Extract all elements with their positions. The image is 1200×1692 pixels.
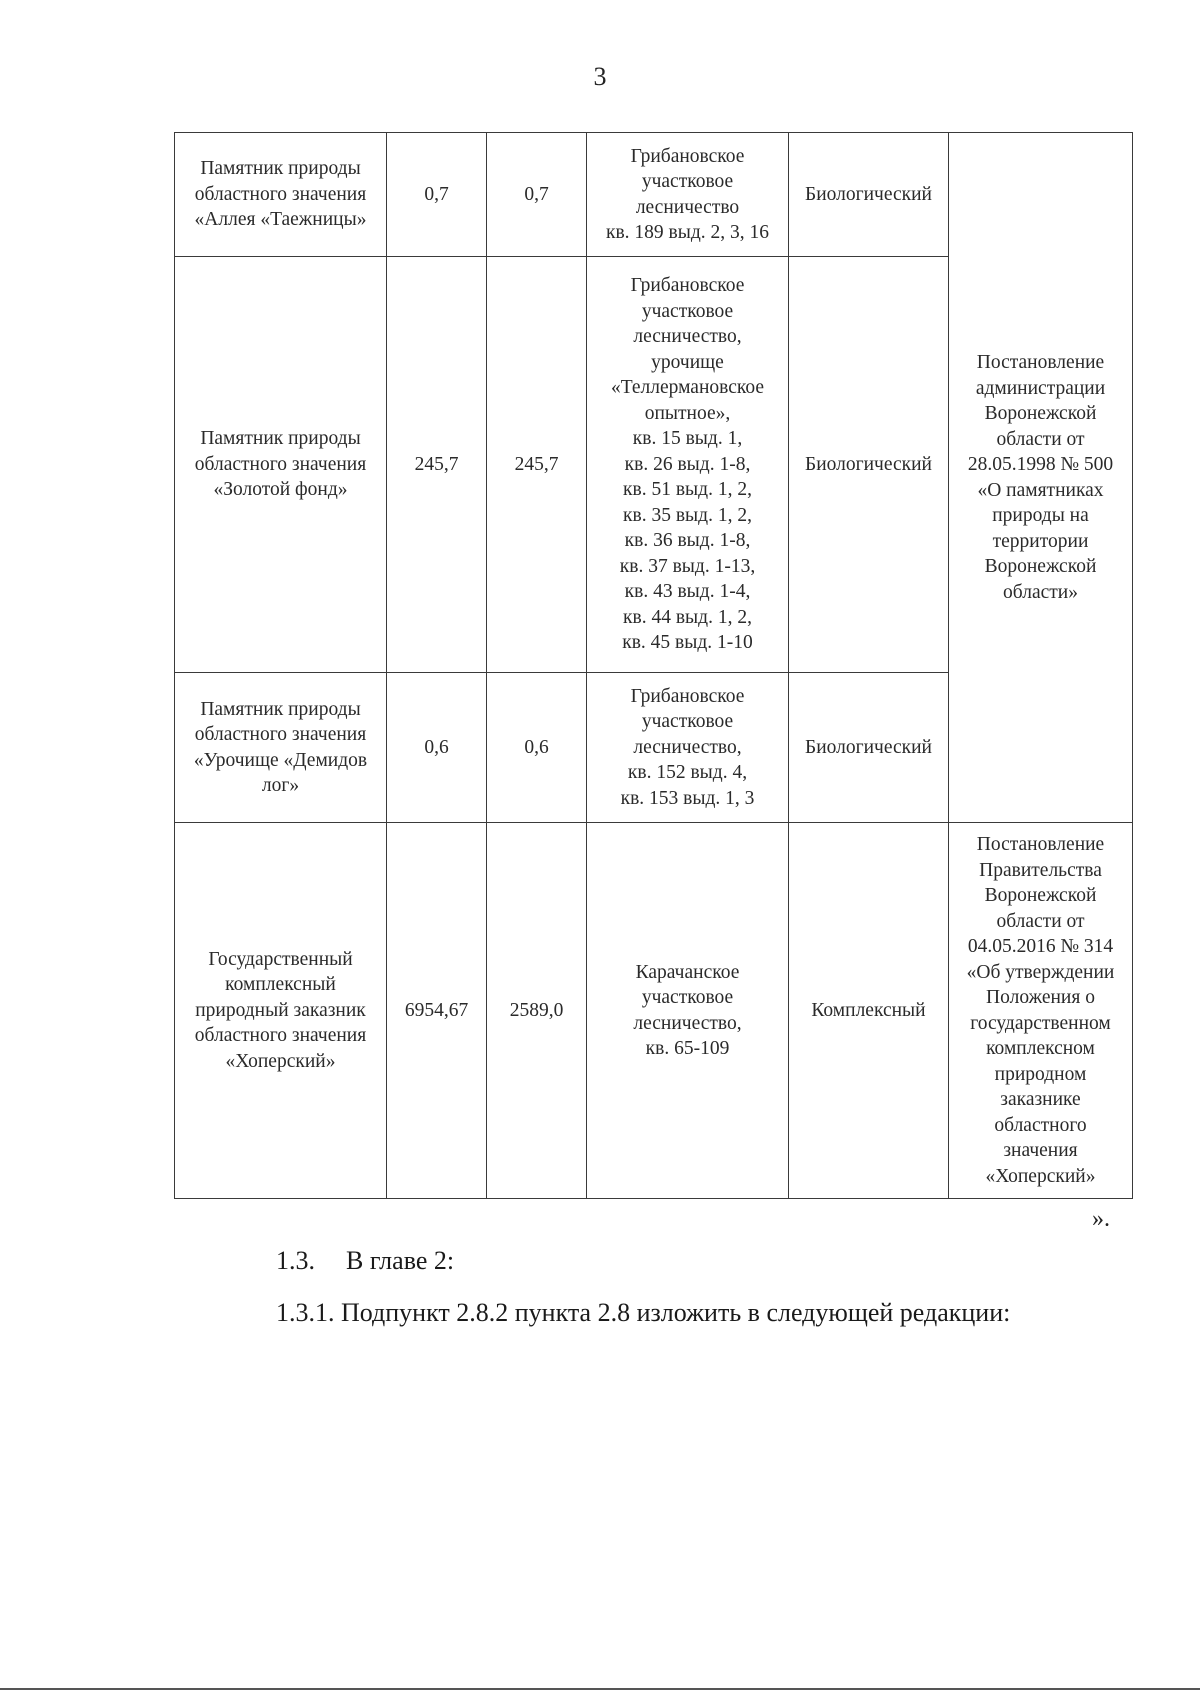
cell-area-total: 0,6 [387, 673, 487, 823]
table-row [175, 823, 1133, 1199]
paragraph-text: В главе 2: [346, 1246, 455, 1275]
cell-profile: Биологический [789, 673, 949, 823]
closing-quote: ». [1092, 1206, 1110, 1232]
cell-location: Грибановское участковое лесничество, кв. 152 выд. 4, кв. 153 выд. 1, 3 [587, 673, 789, 823]
page-number: 3 [593, 62, 607, 91]
table-row [175, 133, 1133, 257]
cell-profile: Комплексный [789, 823, 949, 1199]
cell-area-forest: 2589,0 [487, 823, 587, 1199]
cell-location: Грибановское участковое лесничество кв. 189 выд. 2, 3, 16 [587, 133, 789, 257]
cell-location: Карачанское участковое лесничество, кв. 65-109 [587, 823, 789, 1199]
cell-document: Постановление Правительства Воронежской области от 04.05.2016 № 314 «Об утверждении Положения о государственном комплексном природном заказнике областного значения «Хоперский» [949, 823, 1133, 1199]
cell-area-total: 6954,67 [387, 823, 487, 1199]
cell-area-forest: 245,7 [487, 257, 587, 673]
protected-areas-table [174, 132, 1133, 1199]
cell-profile: Биологический [789, 133, 949, 257]
cell-name: Памятник природы областного значения «Аллея «Таежницы» [175, 133, 387, 257]
cell-area-forest: 0,7 [487, 133, 587, 257]
cell-name: Памятник природы областного значения «Золотой фонд» [175, 257, 387, 673]
cell-area-forest: 0,6 [487, 673, 587, 823]
cell-location: Грибановское участковое лесничество, урочище «Теллермановское опытное», кв. 15 выд. 1, кв. 26 выд. 1-8, кв. 51 выд. 1, 2, кв. 35 выд. 1, 2, кв. 36 выд. 1-8, кв. 37 выд. 1-13, кв. 43 выд. 1-4, кв. 44 выд. 1, 2, кв. 45 выд. 1-10 [587, 257, 789, 673]
paragraph-1-3 [276, 1246, 454, 1276]
cell-area-total: 245,7 [387, 257, 487, 673]
paragraph-1-3-1: 1.3.1. Подпункт 2.8.2 пункта 2.8 изложить в следующей редакции: [276, 1298, 1011, 1327]
paragraph-number: 1.3. [276, 1246, 315, 1275]
cell-document-merged: Постановление администрации Воронежской области от 28.05.1998 № 500 «О памятниках природы на территории Воронежской области» [949, 133, 1133, 823]
scan-edge-line [0, 1688, 1200, 1690]
cell-area-total: 0,7 [387, 133, 487, 257]
cell-name: Памятник природы областного значения «Урочище «Демидов лог» [175, 673, 387, 823]
cell-name: Государственный комплексный природный заказник областного значения «Хоперский» [175, 823, 387, 1199]
cell-profile: Биологический [789, 257, 949, 673]
